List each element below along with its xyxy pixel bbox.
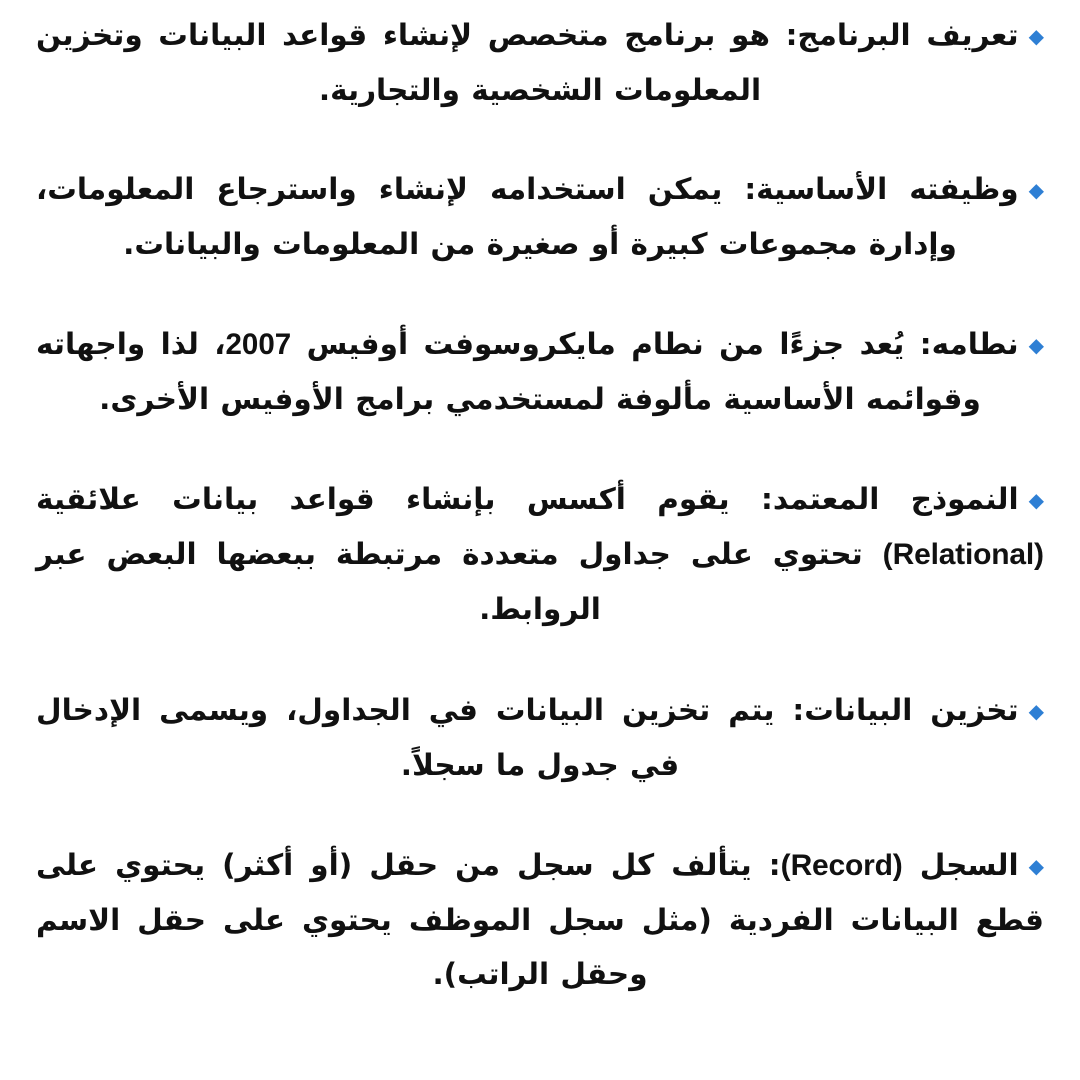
bullet-body-system-after-number: ، لذا واجهاته وقوائمه الأساسية مألوفة لمستخدمي برامج الأوفيس الأخرى. [36, 327, 981, 416]
bullet-body-data-model-after-latin: تحتوي على جداول متعددة مرتبطة ببعضها البعض عبر الروابط. [36, 537, 863, 626]
bullet-term-main-function: وظيفته الأساسية: [744, 172, 1019, 206]
bullet-diamond-icon: ◆ [1028, 699, 1044, 723]
office-version-number: 2007 [225, 328, 292, 361]
bullet-list [34, 8, 1046, 1001]
bullet-diamond-icon: ◆ [1028, 24, 1044, 48]
bullet-body-main-function: يمكن استخدامه لإنشاء واسترجاع المعلومات، وإدارة مجموعات كبيرة أو صغيرة من المعلومات والبيانات. [36, 172, 957, 261]
bullet-body-data-storage: يتم تخزين البيانات في الجداول، ويسمى الإدخال في جدول ما سجلاً. [36, 693, 775, 782]
bullet-body-data-model-before-latin: يقوم أكسس بإنشاء قواعد بيانات علائقية [36, 482, 730, 516]
bullet-diamond-icon: ◆ [1028, 178, 1044, 202]
list-item-program-definition [34, 8, 1046, 117]
list-item-system [34, 317, 1046, 426]
bullet-body-program-definition: هو برنامج متخصص لإنشاء قواعد البيانات وتخزين المعلومات الشخصية والتجارية. [36, 18, 770, 107]
bullet-term-program-definition: تعريف البرنامج: [785, 18, 1019, 52]
bullet-body-record: يتألف كل سجل من حقل (أو أكثر) يحتوي على قطع البيانات الفردية (مثل سجل الموظف يحتوي على حقل الاسم وحقل الراتب). [36, 848, 1044, 991]
bullet-body-system-before-number: يُعد جزءًا من نطام مايكروسوفت أوفيس [306, 327, 905, 361]
list-item-main-function [34, 162, 1046, 271]
bullet-term-data-model: النموذج المعتمد: [761, 482, 1019, 516]
bullet-term-record-colon: : [768, 848, 781, 882]
list-item-data-model [34, 472, 1046, 636]
relational-label: (Relational) [882, 538, 1044, 571]
list-item-data-storage [34, 683, 1046, 792]
bullet-term-data-storage: تخزين البيانات: [792, 693, 1019, 727]
bullet-term-record-before-latin: السجل [919, 848, 1019, 882]
record-label: (Record) [780, 849, 903, 882]
bullet-diamond-icon: ◆ [1028, 488, 1044, 512]
bullet-diamond-icon: ◆ [1028, 333, 1044, 357]
list-item-record [34, 838, 1046, 1001]
bullet-term-system: نطامه: [919, 327, 1019, 361]
bullet-diamond-icon: ◆ [1028, 854, 1044, 878]
